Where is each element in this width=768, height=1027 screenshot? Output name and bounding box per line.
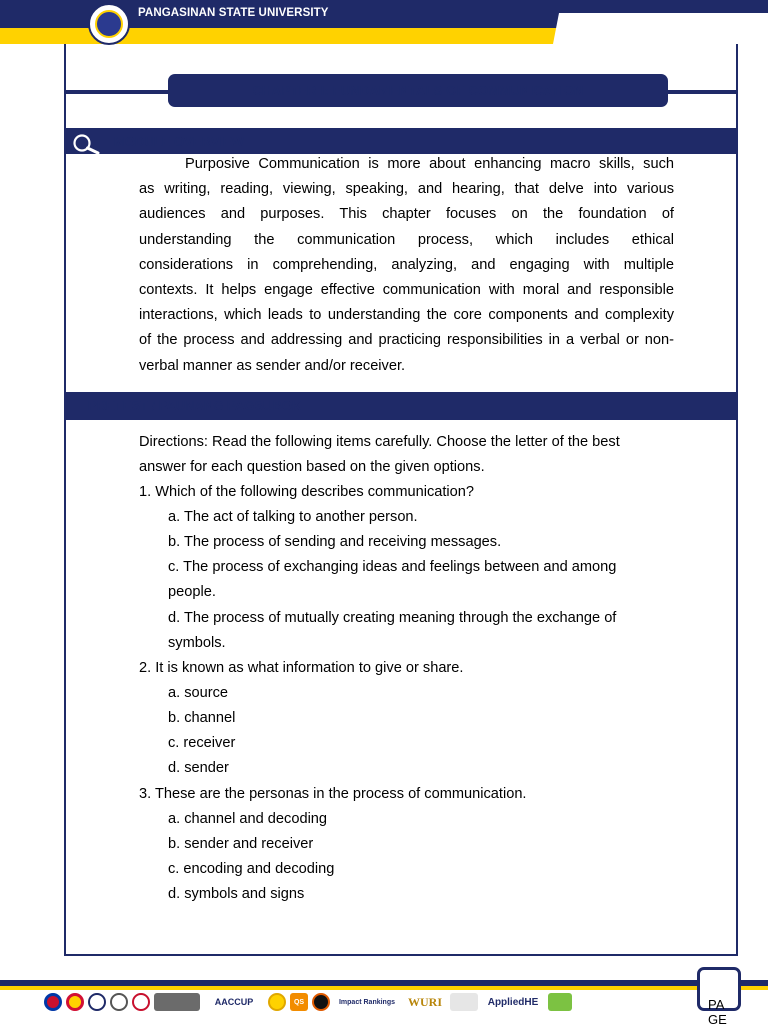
ched-seal-logo bbox=[88, 993, 106, 1011]
q3-option-d: d. symbols and signs bbox=[168, 886, 305, 902]
q2-option-c: c. receiver bbox=[168, 735, 236, 751]
accreditation-logos bbox=[44, 991, 584, 1013]
sdg-logo bbox=[312, 993, 330, 1011]
overview-line: of the process and addressing and practicing responsibilities in a verbal or non- bbox=[139, 332, 674, 349]
asean-logo bbox=[66, 993, 84, 1011]
question-3: 3. These are the personas in the process of communication. bbox=[139, 786, 527, 802]
wuri-logo: WURI bbox=[407, 994, 442, 1009]
q1-option-a: a. The act of talking to another person. bbox=[168, 509, 418, 525]
q1-option-c: c. The process of exchanging ideas and feelings between and among bbox=[168, 559, 617, 575]
appliedhe-logo: AppliedHE bbox=[487, 996, 539, 1008]
q2-option-a: a. source bbox=[168, 685, 229, 701]
accreditation-badge-logo bbox=[154, 993, 200, 1011]
magnifier-icon bbox=[72, 133, 100, 155]
question-2: 2. It is known as what information to give or share. bbox=[139, 660, 464, 676]
directions-line-1: Directions: Read the following items carefully. Choose the letter of the best bbox=[139, 434, 620, 450]
impact-rankings-logo: Impact Rankings bbox=[338, 998, 395, 1006]
q1-option-b: b. The process of sending and receiving messages. bbox=[168, 534, 502, 550]
overview-line: verbal manner as sender and/or receiver. bbox=[139, 357, 406, 374]
award-seal-logo bbox=[268, 993, 286, 1011]
pretest-heading: PRETEST / PAUNANG PAGSUBOK bbox=[88, 398, 302, 413]
overview-line: as writing, reading, viewing, speaking, and hearing, that delve into various bbox=[139, 181, 674, 198]
overview-line: considerations in comprehending, analyzing, and engaging with multiple bbox=[139, 256, 674, 273]
certification-seal-logo bbox=[132, 993, 150, 1011]
agency-seal-logo bbox=[110, 993, 128, 1011]
q1-option-d-cont: symbols. bbox=[168, 635, 226, 651]
overview-line: understanding the communication process, which includes ethical bbox=[139, 231, 674, 248]
overview-line: audiences and purposes. This chapter focuses on the foundation of bbox=[139, 206, 674, 223]
q3-option-c: c. encoding and decoding bbox=[168, 861, 335, 877]
chapter-title: CHAPTER I: FUNDAMENTALS OF COMMUNICATION bbox=[252, 83, 584, 98]
footer-accent-bar bbox=[0, 986, 768, 990]
bagong-pilipinas-logo bbox=[44, 993, 62, 1011]
overview-line: contexts. It helps engage effective communication with moral and responsible bbox=[139, 281, 674, 298]
overview-line: interactions, which leads to understanding the core components and complexity bbox=[139, 307, 674, 324]
module-overview-heading: MODULE OVERVIEW bbox=[114, 134, 244, 149]
q3-option-b: b. sender and receiver bbox=[168, 836, 314, 852]
page-label-line-1: PA bbox=[708, 997, 725, 1012]
module-overview-paragraph bbox=[139, 152, 674, 379]
page-label-line-2: GE bbox=[708, 1012, 727, 1027]
seal-emblem bbox=[95, 10, 123, 38]
university-name: PANGASINAN STATE UNIVERSITY bbox=[138, 7, 329, 19]
green-metric-logo bbox=[548, 993, 572, 1011]
page-label bbox=[708, 997, 738, 1027]
header-white-tab bbox=[553, 13, 768, 44]
q1-option-d: d. The process of mutually creating meaning through the exchange of bbox=[168, 610, 617, 626]
aaccup-logo: AACCUP bbox=[214, 997, 254, 1007]
q2-option-d: d. sender bbox=[168, 760, 229, 776]
overview-line: Purposive Communication is more about enhancing macro skills, such bbox=[185, 156, 674, 172]
q3-option-a: a. channel and decoding bbox=[168, 811, 328, 827]
directions-line-2: answer for each question based on the given options. bbox=[139, 459, 485, 475]
ranking-badge-logo bbox=[450, 993, 478, 1011]
q1-option-c-cont: people. bbox=[168, 584, 216, 600]
question-1: 1. Which of the following describes communication? bbox=[139, 484, 475, 500]
qs-logo: QS bbox=[290, 993, 308, 1011]
university-seal-logo bbox=[88, 3, 130, 45]
q2-option-b: b. channel bbox=[168, 710, 236, 726]
chapter-banner bbox=[168, 74, 668, 107]
